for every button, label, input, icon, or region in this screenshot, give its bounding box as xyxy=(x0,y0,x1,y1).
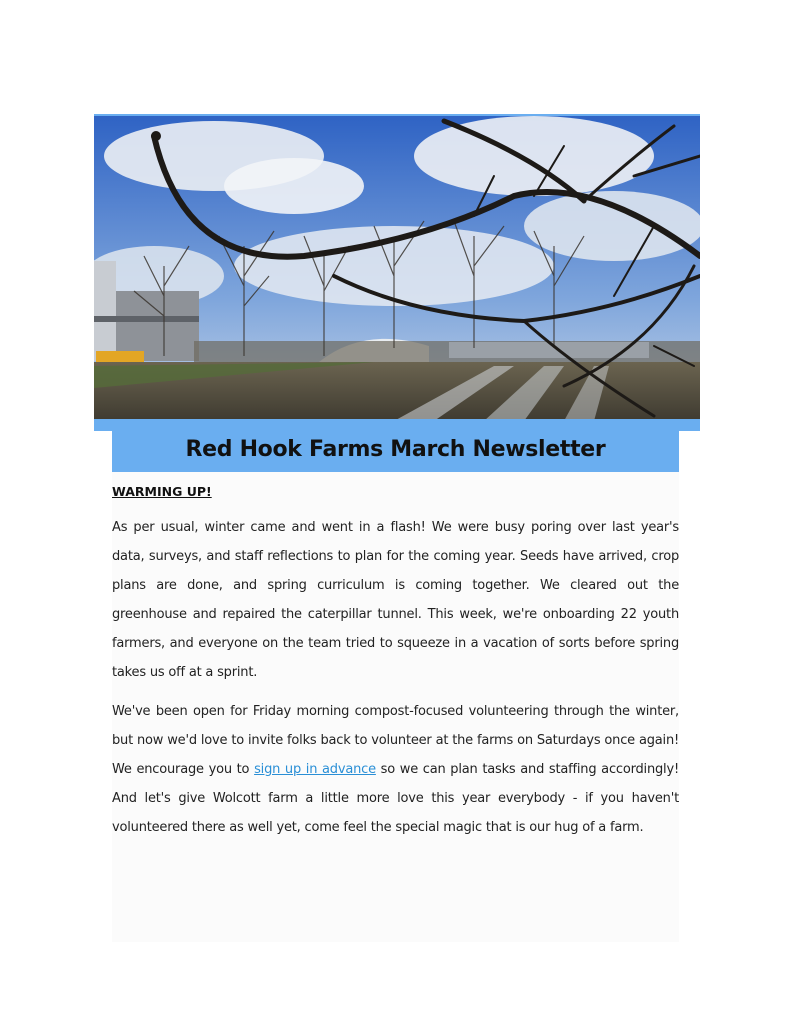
newsletter-body xyxy=(112,472,679,942)
section-heading: WARMING UP! xyxy=(112,484,212,499)
paragraph-volunteering-rest: so we can plan tasks and staffing accordingly! And let's give Wolcott farm a little more love this year everybody - if you haven't volunteered there as well yet, come feel the special magic that is our hug of a farm. xyxy=(112,762,679,835)
title-banner xyxy=(112,426,679,472)
hero-farm-photo xyxy=(94,114,700,420)
paragraph-volunteering-intro: We've been open for Friday morning compost-focused volunteering through the winter, but now we'd love to invite folks back to volunteer at the farms on Saturdays once again! We encourage you to xyxy=(112,704,679,777)
newsletter-title: Red Hook Farms March Newsletter xyxy=(185,436,606,462)
paragraph-volunteering xyxy=(112,697,679,842)
sign-up-link[interactable]: sign up in advance xyxy=(254,762,376,777)
paragraph-warming-up: As per usual, winter came and went in a flash! We were busy poring over last year's data, surveys, and staff reflections to plan for the coming year. Seeds have arrived, crop plans are done, and spring curriculum is coming together. We cleared out the greenhouse and repaired the caterpillar tunnel. This week, we're onboarding 22 youth farmers, and everyone on the team tried to squeeze in a vacation of sorts before spring takes us off at a sprint. xyxy=(112,520,679,680)
